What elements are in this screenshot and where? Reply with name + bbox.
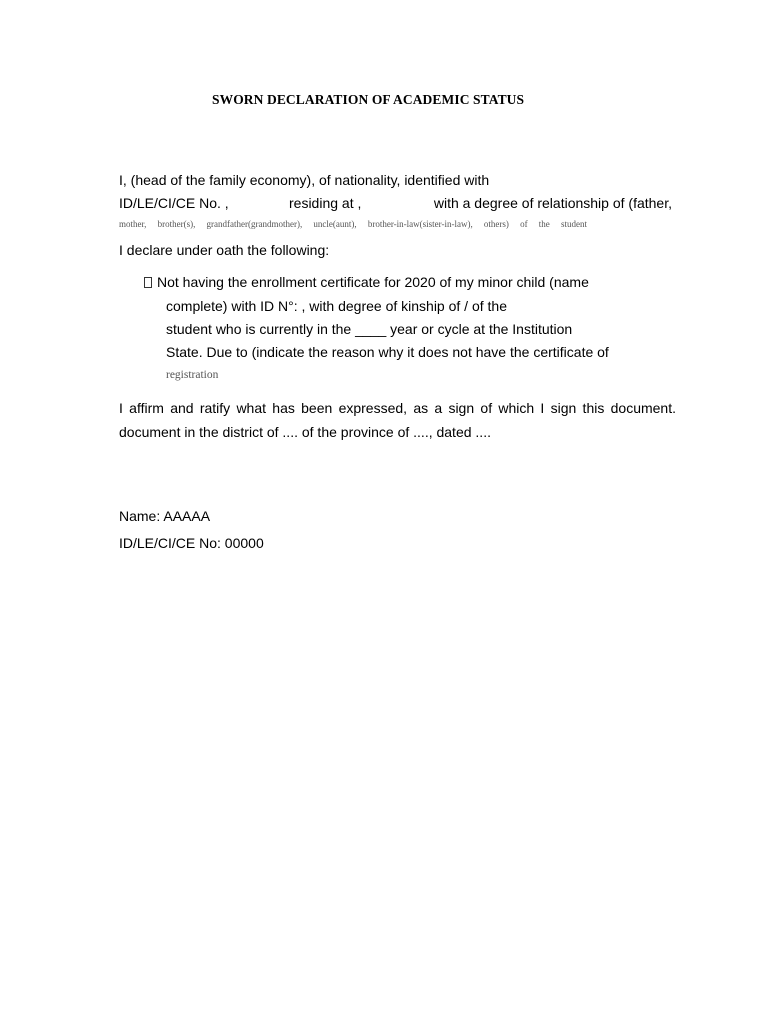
declaration-item-line-3: student who is currently in the ____ year or cycle at the Institution (166, 321, 573, 337)
relationship-note-word: grandfather(grandmother), (206, 219, 303, 229)
relationship-note-word: brother-in-law(sister-in-law), (367, 219, 473, 229)
declaration-item-line-2: complete) with ID N°: , with degree of kinship of / of the (166, 298, 507, 314)
relationship-note-word: brother(s), (157, 219, 196, 229)
relationship-note-word: the (538, 219, 550, 229)
signer-id: ID/LE/CI/CE No: 00000 (119, 535, 264, 551)
declaration-item-line-4: State. Due to (indicate the reason why it does not have the certificate of (166, 344, 609, 360)
relationship-note-word: student (560, 219, 587, 229)
declaration-item-text: Not having the enrollment certificate for 2020 of my minor child (name (157, 274, 589, 290)
relationship-note-word: others) (483, 219, 509, 229)
intro-line-2-id: ID/LE/CI/CE No. , (119, 195, 229, 211)
affirm-line-2: document in the district of .... of the province of ...., dated .... (119, 424, 491, 440)
document-title: SWORN DECLARATION OF ACADEMIC STATUS (212, 92, 525, 107)
affirm-line-1: I affirm and ratify what has been expressed, as a sign of which I sign this document. (119, 400, 676, 416)
declare-line: I declare under oath the following: (119, 242, 330, 258)
intro-line-2-relationship: with a degree of relationship of (father, (433, 195, 672, 211)
relationship-note-word: of (520, 219, 528, 229)
declaration-item-line-1 (144, 274, 589, 290)
checkbox-icon (144, 277, 152, 288)
relationship-note-word: uncle(aunt), (313, 219, 357, 229)
relationship-note (119, 219, 587, 229)
signer-name: Name: AAAAA (119, 508, 211, 524)
relationship-note-word: mother, (119, 219, 147, 229)
intro-line-2-residing: residing at , (289, 195, 362, 211)
declaration-item-line-5: registration (166, 369, 219, 381)
intro-line-2 (119, 195, 672, 213)
intro-line-1: I, (head of the family economy), of nationality, identified with (119, 172, 490, 188)
